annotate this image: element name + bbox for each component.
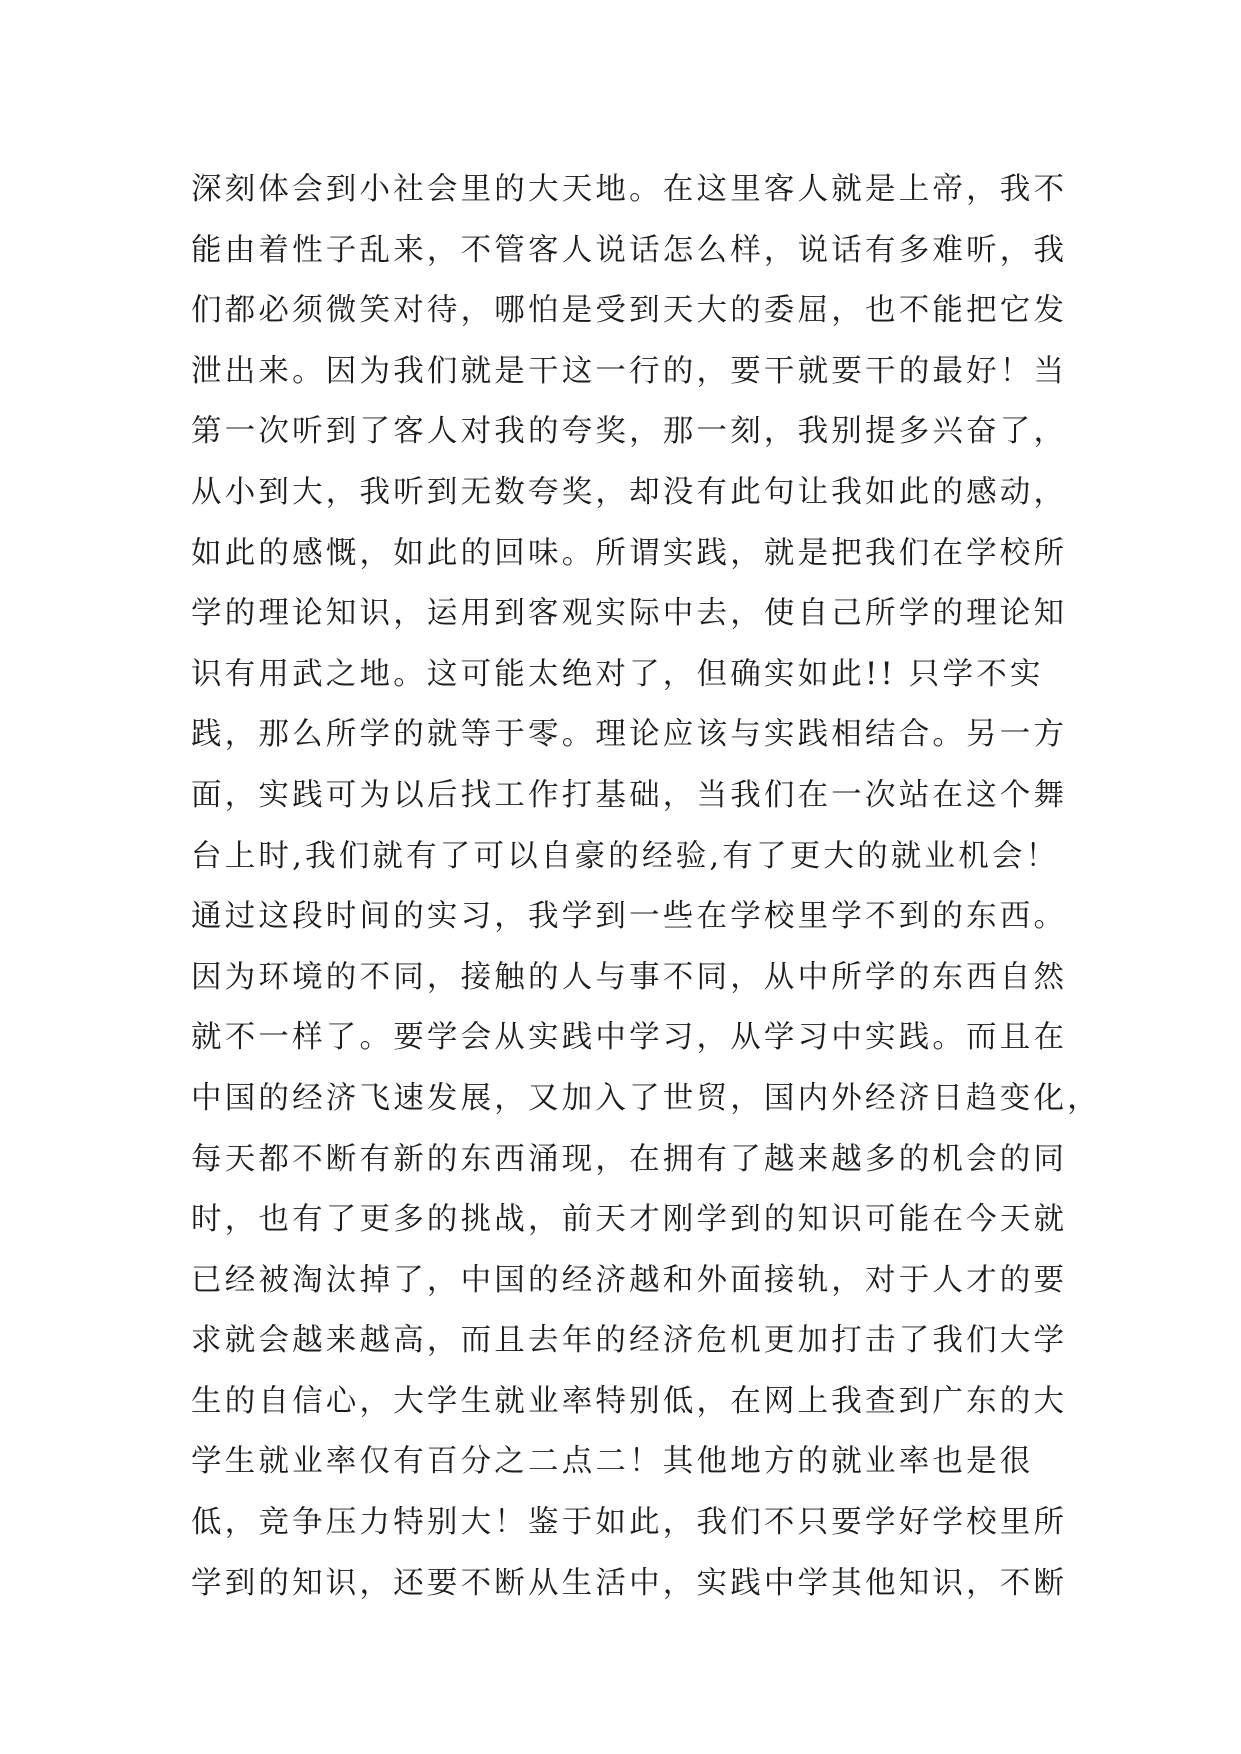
text-line: 泄出来。因为我们就是干这一行的，要干就要干的最好！当 [191,353,1068,389]
text-line: 就不一样了。要学会从实践中学习，从学习中实践。而且在 [191,1020,1068,1056]
body-text [191,160,1101,1614]
text-line: 第一次听到了客人对我的夸奖，那一刻，我别提多兴奋了， [191,414,1068,450]
text-line: 从小到大，我听到无数夸奖，却没有此句让我如此的感动， [191,474,1068,510]
text-line: 践，那么所学的就等于零。理论应该与实践相结合。另一方 [191,717,1068,753]
text-line: 学到的知识，还要不断从生活中，实践中学其他知识，不断 [191,1565,1068,1601]
text-line: 已经被淘汰掉了，中国的经济越和外面接轨，对于人才的要 [191,1262,1068,1298]
text-line: 每天都不断有新的东西涌现，在拥有了越来越多的机会的同 [191,1141,1068,1177]
text-line: 因为环境的不同，接触的人与事不同，从中所学的东西自然 [191,959,1068,995]
text-line: 中国的经济飞速发展，又加入了世贸，国内外经济日趋变化， [191,1080,1101,1116]
text-line: 学的理论知识，运用到客观实际中去，使自己所学的理论知 [191,596,1068,632]
text-line: 台上时,我们就有了可以自豪的经验,有了更大的就业机会！ [191,838,1060,874]
text-line: 面，实践可为以后找工作打基础，当我们在一次站在这个舞 [191,777,1068,813]
text-line: 生的自信心，大学生就业率特别低，在网上我查到广东的大 [191,1383,1068,1419]
text-line: 通过这段时间的实习，我学到一些在学校里学不到的东西。 [191,899,1068,935]
text-line: 能由着性子乱来，不管客人说话怎么样，说话有多难听，我 [191,232,1068,268]
text-line: 识有用武之地。这可能太绝对了，但确实如此!! 只学不实 [191,656,1044,692]
text-line: 们都必须微笑对待，哪怕是受到天大的委屈，也不能把它发 [191,293,1068,329]
text-line: 时，也有了更多的挑战，前天才刚学到的知识可能在今天就 [191,1202,1068,1238]
text-line: 如此的感慨，如此的回味。所谓实践，就是把我们在学校所 [191,535,1068,571]
text-line: 低，竞争压力特别大！鉴于如此，我们不只要学好学校里所 [191,1505,1068,1541]
text-line: 学生就业率仅有百分之二点二！其他地方的就业率也是很 [191,1444,1034,1480]
text-line: 求就会越来越高，而且去年的经济危机更加打击了我们大学 [191,1323,1068,1359]
text-line: 深刻体会到小社会里的大天地。在这里客人就是上帝，我不 [191,172,1068,207]
